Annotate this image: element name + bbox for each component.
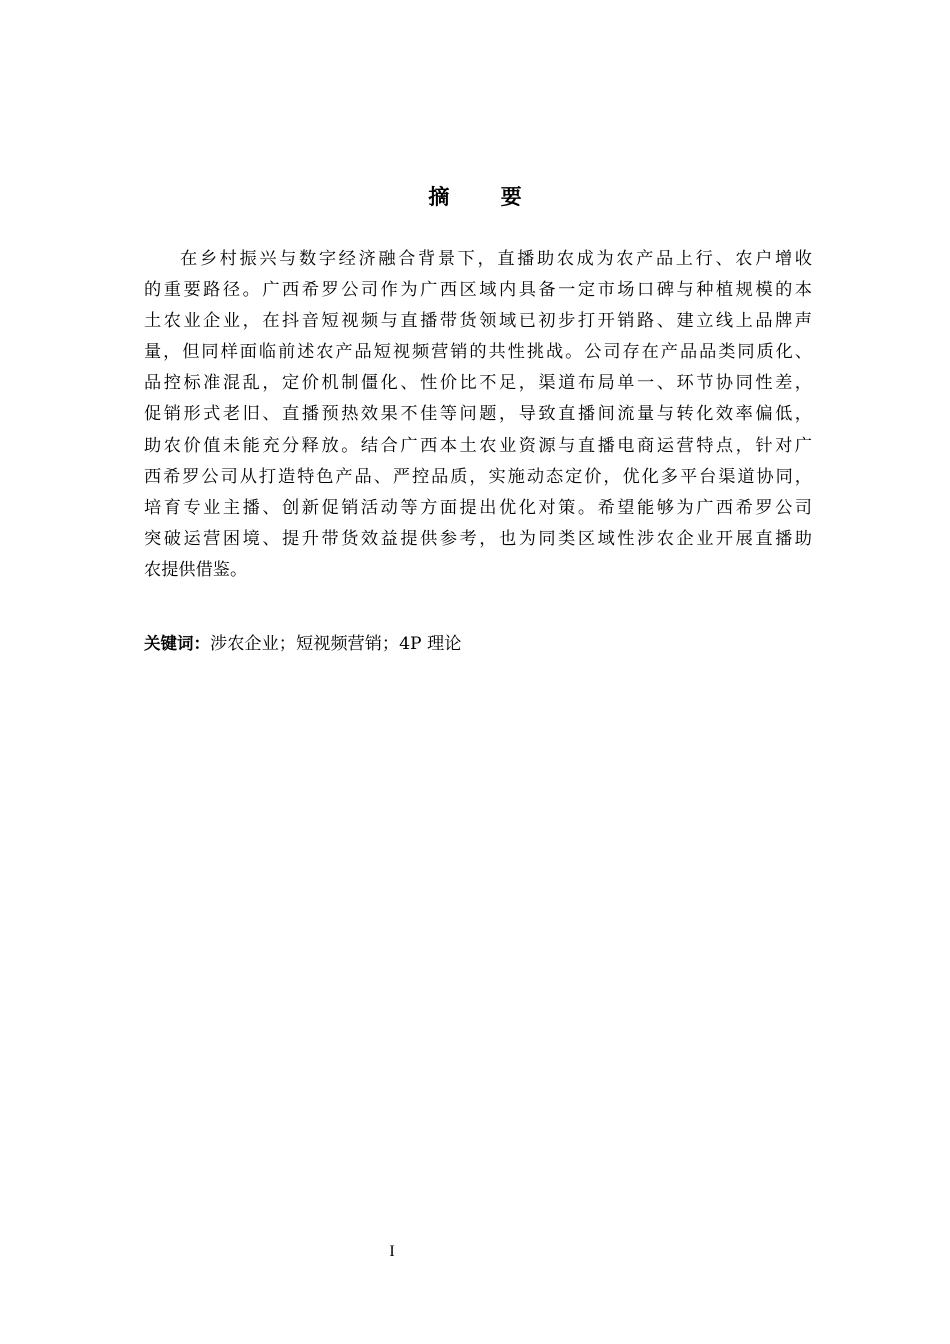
abstract-line: 助农价值未能充分释放。结合广西本土农业资源与直播电商运营特点，针对广	[144, 435, 812, 456]
abstract-line: 西希罗公司从打造特色产品、严控品质，实施动态定价，优化多平台渠道协同，	[144, 466, 812, 487]
abstract-line: 培育专业主播、创新促销活动等方面提出优化对策。希望能够为广西希罗公司	[144, 497, 812, 518]
abstract-title: 摘 要	[428, 185, 544, 209]
abstract-line: 在乡村振兴与数字经济融合背景下，直播助农成为农产品上行、农户增收	[180, 249, 812, 269]
abstract-line: 促销形式老旧、直播预热效果不佳等问题，导致直播间流量与转化效率偏低，	[144, 404, 812, 425]
abstract-body	[144, 244, 812, 586]
abstract-line: 土农业企业，在抖音短视频与直播带货领域已初步打开销路、建立线上品牌声	[144, 311, 812, 332]
abstract-line: 的重要路径。广西希罗公司作为广西区域内具备一定市场口碑与种植规模的本	[144, 280, 812, 301]
keywords	[144, 630, 461, 658]
page-number: I	[389, 1243, 395, 1260]
abstract-line: 量，但同样面临前述农产品短视频营销的共性挑战。公司存在产品品类同质化、	[144, 342, 812, 363]
abstract-line: 突破运营困境、提升带货效益提供参考，也为同类区域性涉农企业开展直播助	[144, 528, 812, 549]
abstract-line: 农提供借鉴。	[144, 559, 248, 580]
keywords-label: 关键词：	[144, 634, 210, 653]
abstract-line: 品控标准混乱，定价机制僵化、性价比不足，渠道布局单一、环节协同性差，	[144, 373, 812, 394]
keywords-value: 涉农企业；短视频营销；4P 理论	[210, 634, 462, 654]
